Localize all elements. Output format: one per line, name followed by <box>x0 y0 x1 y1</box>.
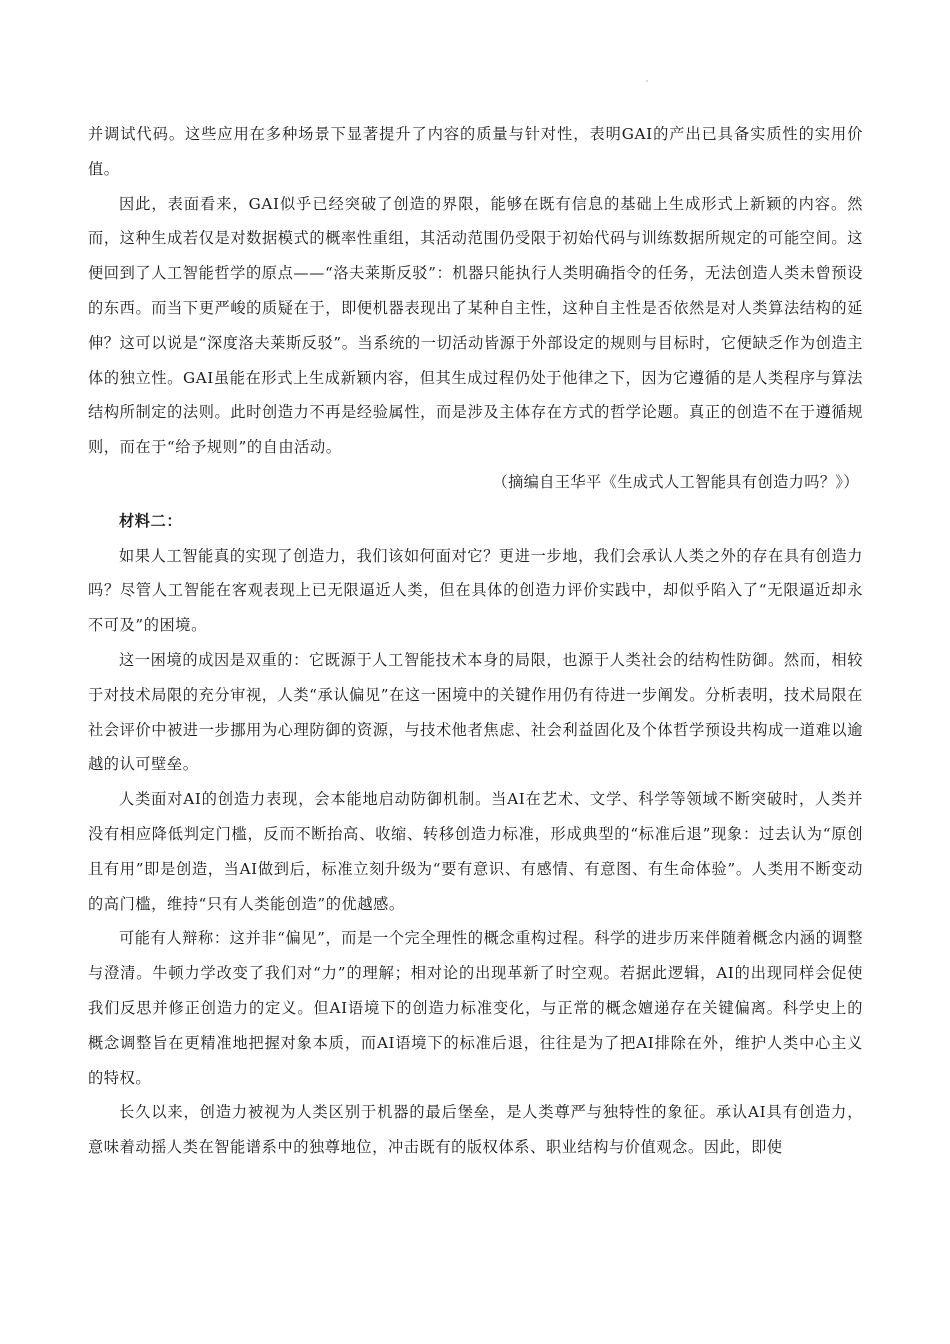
paragraph-lovelace-objection: 因此，表面看来，GAI似乎已经突破了创造的界限，能够在既有信息的基础上生成形式上新颖的内容。然而，这种生成若仅是对数据模式的概率性重组，其活动范围仍受限于初始代码与训练数据所规定的可能空间。这便回到了人工智能哲学的原点——“洛夫莱斯反驳”：机器只能执行人类明确指令的任务，无法创造人类未曾预设的东西。而当下更严峻的质疑在于，即便机器表现出了某种自主性，这种自主性是否依然是对人类算法结构的延伸？这可以说是“深度洛夫莱斯反驳”。当系统的一切活动皆源于外部设定的规则与目标时，它便缺乏作为创造主体的独立性。GAI虽能在形式上生成新颖内容，但其生成过程仍处于他律之下，因为它遵循的是人类程序与算法结构所制定的法则。此时创造力不再是经验属性，而是涉及主体存在方式的哲学论题。真正的创造不在于遵循规则，而在于“给予规则”的自由活动。 <box>88 194 863 457</box>
source-citation: （摘编自王华平《生成式人工智能具有创造力吗？》） <box>492 472 859 491</box>
paragraph-concept-reconstruction: 可能有人辩称：这并非“偏见”，而是一个完全理性的概念重构过程。科学的进步历来伴随着概念内涵的调整与澄清。牛顿力学改变了我们对“力”的理解；相对论的出现革新了时空观。若据此逻辑，AI的出现同样会促使我们反思并修正创造力的定义。但AI语境下的创造力标准变化，与正常的概念嬗递存在关键偏离。科学史上的概念调整旨在更精准地把握对象本质，而AI语境下的标准后退，往往是为了把AI排除在外，维护人类中心主义的特权。 <box>88 929 864 1087</box>
paragraph-continued: 并调试代码。这些应用在多种场景下显著提升了内容的质量与针对性，表明GAI的产出已具备实质性的实用价值。 <box>88 125 863 178</box>
document-page <box>88 117 863 1165</box>
scan-speck <box>646 80 648 82</box>
paragraph-last-fortress: 长久以来，创造力被视为人类区别于机器的最后堡垒，是人类尊严与独特性的象征。承认AI具有创造力，意味着动摇人类在智能谱系中的独尊地位，冲击既有的版权体系、职业结构与价值观念。因此，即使 <box>88 1103 863 1157</box>
paragraph-standard-retreat: 人类面对AI的创造力表现，会本能地启动防御机制。当AI在艺术、文学、科学等领域不断突破时，人类并没有相应降低判定门槛，反而不断抬高、收缩、转移创造力标准，形成典型的“标准后退”现象：过去认为“原创且有用”即是创造，当AI做到后，标准立刻升级为“要有意识、有感情、有意图、有生命体验”。人类用不断变动的高门槛，维持“只有人类能创造”的优越感。 <box>88 790 863 913</box>
material-two-heading: 材料二： <box>119 511 183 530</box>
paragraph-dilemma: 如果人工智能真的实现了创造力，我们该如何面对它？更进一步地，我们会承认人类之外的存在具有创造力吗？尽管人工智能在客观表现上已无限逼近人类，但在具体的创造力评价实践中，却似乎陷入了“无限逼近却永不可及”的困境。 <box>88 546 863 635</box>
paragraph-dual-causes: 这一困境的成因是双重的：它既源于人工智能技术本身的局限，也源于人类社会的结构性防御。然而，相较于对技术局限的充分审视，人类“承认偏见”在这一困境中的关键作用仍有待进一步阐发。分析表明，技术局限在社会评价中被进一步挪用为心理防御的资源，与技术他者焦虑、社会利益固化及个体哲学预设共构成一道难以逾越的认可壁垒。 <box>88 650 863 774</box>
